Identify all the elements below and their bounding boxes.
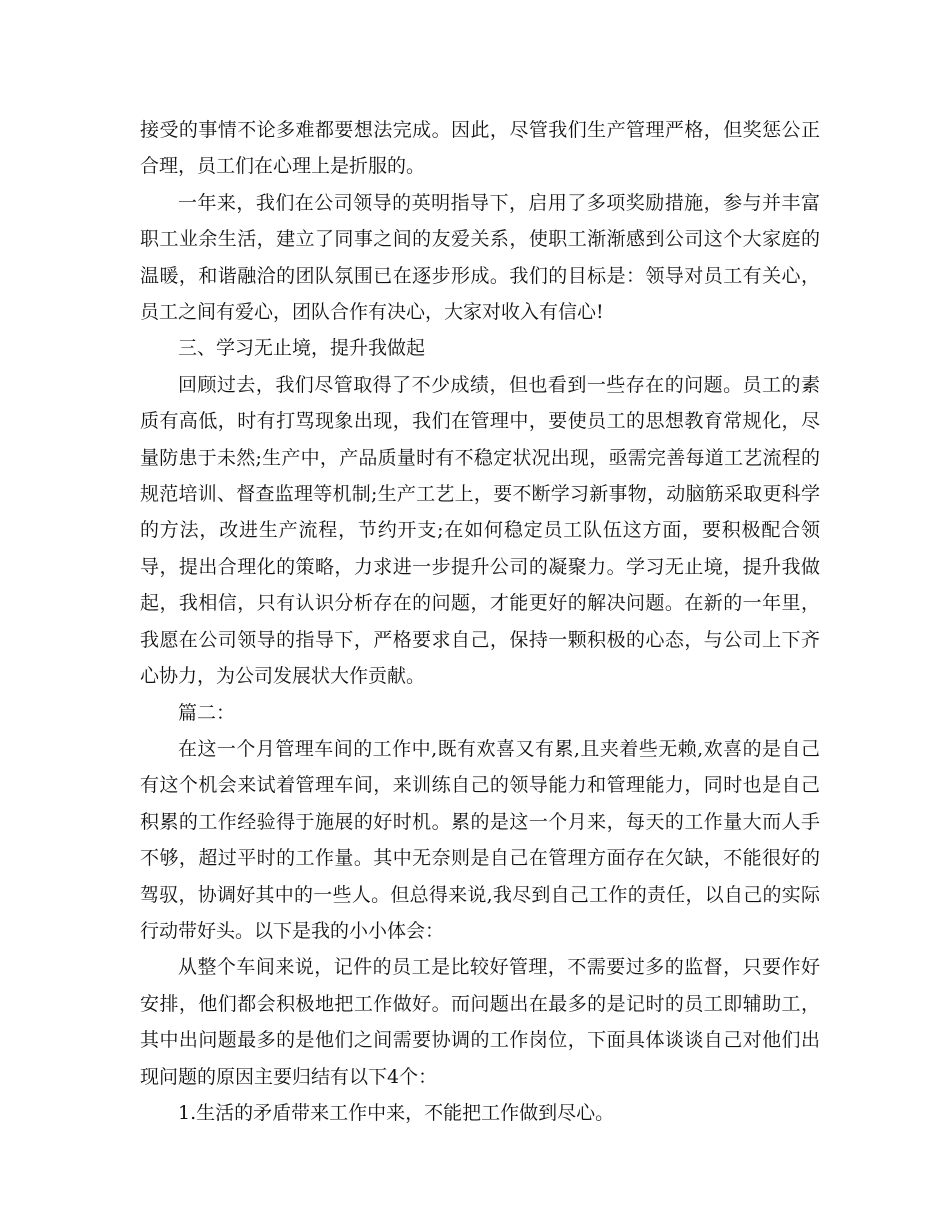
section-heading-3: 三、学习无止境，提升我做起 (178, 337, 426, 360)
paragraph-2: 一年来，我们在公司领导的英明指导下，启用了多项奖励措施，参与并丰富职工业余生活，建立了同事之间的友爱关系，使职工渐渐感到公司这个大家庭的温暖，和谐融洽的团队氛围已在逐步形成。我们的目标是：领导对员工有关心，员工之间有爱心，团队合作有决心，大家对收入有信心! (140, 191, 820, 324)
document-page (140, 112, 820, 1131)
paragraph-4: 回顾过去，我们尽管取得了不少成绩，但也看到一些存在的问题。员工的素质有高低，时有打骂现象出现，我们在管理中，要使员工的思想教育常规化，尽量防患于未然;生产中，产品质量时有不稳定状况出现，亟需完善每道工艺流程的规范培训、督查监理等机制;生产工艺上，要不断学习新事物，动脑筋采取更科学的方法，改进生产流程，节约开支;在如何稳定员工队伍这方面，要积极配合领导，提出合理化的策略，力求进一步提升公司的凝聚力。学习无止境，提升我做起，我相信，只有认识分析存在的问题，才能更好的解决问题。在新的一年里，我愿在公司领导的指导下，严格要求自己，保持一颗积极的心态，与公司上下齐心协力，为公司发展状大作贡献。 (140, 373, 820, 688)
paragraph-7: 从整个车间来说，记件的员工是比较好管理，不需要过多的监督，只要作好安排，他们都会积极地把工作做好。而问题出在最多的是记时的员工即辅助工，其中出问题最多的是他们之间需要协调的工作岗位，下面具体谈谈自己对他们出现问题的原因主要归结有以下4个： (140, 956, 820, 1088)
list-item-1: 1.生活的矛盾带来工作中来，不能把工作做到尽心。 (178, 1101, 615, 1124)
paragraph-1: 接受的事情不论多难都要想法完成。因此，尽管我们生产管理严格，但奖惩公正合理，员工们在心理上是折服的。 (140, 119, 820, 178)
section-heading-part-two: 篇二： (178, 701, 236, 724)
paragraph-6: 在这一个月管理车间的工作中,既有欢喜又有累,且夹着些无赖,欢喜的是自己有这个机会来试着管理车间，来训练自己的领导能力和管理能力，同时也是自己积累的工作经验得于施展的好时机。累的是这一个月来，每天的工作量大而人手不够，超过平时的工作量。其中无奈则是自己在管理方面存在欠缺，不能很好的驾驭，协调好其中的一些人。但总得来说,我尽到自己工作的责任，以自己的实际行动带好头。以下是我的小小体会： (140, 737, 820, 942)
